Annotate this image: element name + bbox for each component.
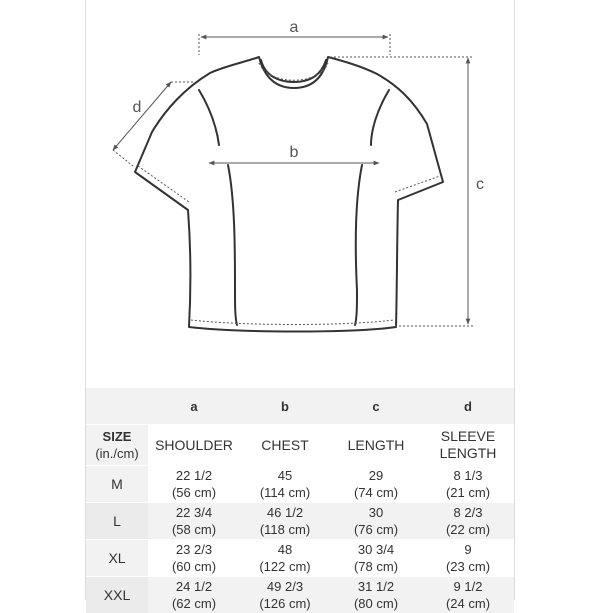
column-header-chest: CHEST (240, 425, 330, 466)
tshirt-outline (135, 57, 443, 332)
shoulder-cell: 22 1/2 (56 cm) (148, 466, 240, 503)
tshirt-diagram (85, 0, 515, 388)
right-armhole (371, 90, 389, 145)
chest-cell: 48 (122 cm) (240, 540, 330, 577)
dimension-a (199, 34, 390, 55)
length-cell: 30 (76 cm) (330, 503, 422, 540)
size-header-line2: (in./cm) (86, 445, 148, 462)
label-c: c (476, 176, 484, 193)
letter-header-cell: a (148, 388, 240, 425)
sleeve-length-cell: 9 (23 cm) (422, 540, 514, 577)
column-header-sleeve-line2: LENGTH (422, 445, 514, 462)
sleeve-length-cell: 8 2/3 (22 cm) (422, 503, 514, 540)
label-b: b (290, 144, 299, 161)
column-header-sleeve-line1: SLEEVE (422, 428, 514, 445)
size-chart-table (86, 388, 514, 613)
size-cell: L (86, 503, 148, 540)
label-d: d (133, 99, 142, 116)
letter-header-row (86, 388, 514, 425)
chest-cell: 49 2/3 (126 cm) (240, 577, 330, 613)
length-cell: 30 3/4 (78 cm) (330, 540, 422, 577)
shoulder-cell: 23 2/3 (60 cm) (148, 540, 240, 577)
sleeve-length-cell: 8 1/3 (21 cm) (422, 466, 514, 503)
left-armhole (199, 90, 219, 145)
shoulder-cell: 22 3/4 (58 cm) (148, 503, 240, 540)
size-cell: M (86, 466, 148, 503)
column-header-shoulder: SHOULDER (148, 425, 240, 466)
size-header-line1: SIZE (86, 428, 148, 445)
shirt-body (135, 57, 443, 332)
letter-header-cell (86, 388, 148, 425)
letter-header-cell: c (330, 388, 422, 425)
shoulder-cell: 24 1/2 (62 cm) (148, 577, 240, 613)
letter-header-cell: d (422, 388, 514, 425)
table-row (86, 466, 514, 503)
chest-cell: 45 (114 cm) (240, 466, 330, 503)
size-cell: XL (86, 540, 148, 577)
chest-cell: 46 1/2 (118 cm) (240, 503, 330, 540)
table-row (86, 577, 514, 613)
length-cell: 29 (74 cm) (330, 466, 422, 503)
right-side-seam (355, 165, 362, 325)
left-side-seam (228, 165, 237, 325)
size-cell: XXL (86, 577, 148, 613)
table-row (86, 503, 514, 540)
label-a: a (290, 19, 299, 36)
column-header-sleeve-length (422, 425, 514, 466)
sleeve-length-cell: 9 1/2 (24 cm) (422, 577, 514, 613)
column-header-length: LENGTH (330, 425, 422, 466)
length-cell: 31 1/2 (80 cm) (330, 577, 422, 613)
letter-header-cell: b (240, 388, 330, 425)
tshirt-stitching (138, 63, 440, 325)
table-row (86, 540, 514, 577)
size-header (86, 425, 148, 466)
column-header-row (86, 425, 514, 466)
dimension-c (330, 57, 473, 326)
